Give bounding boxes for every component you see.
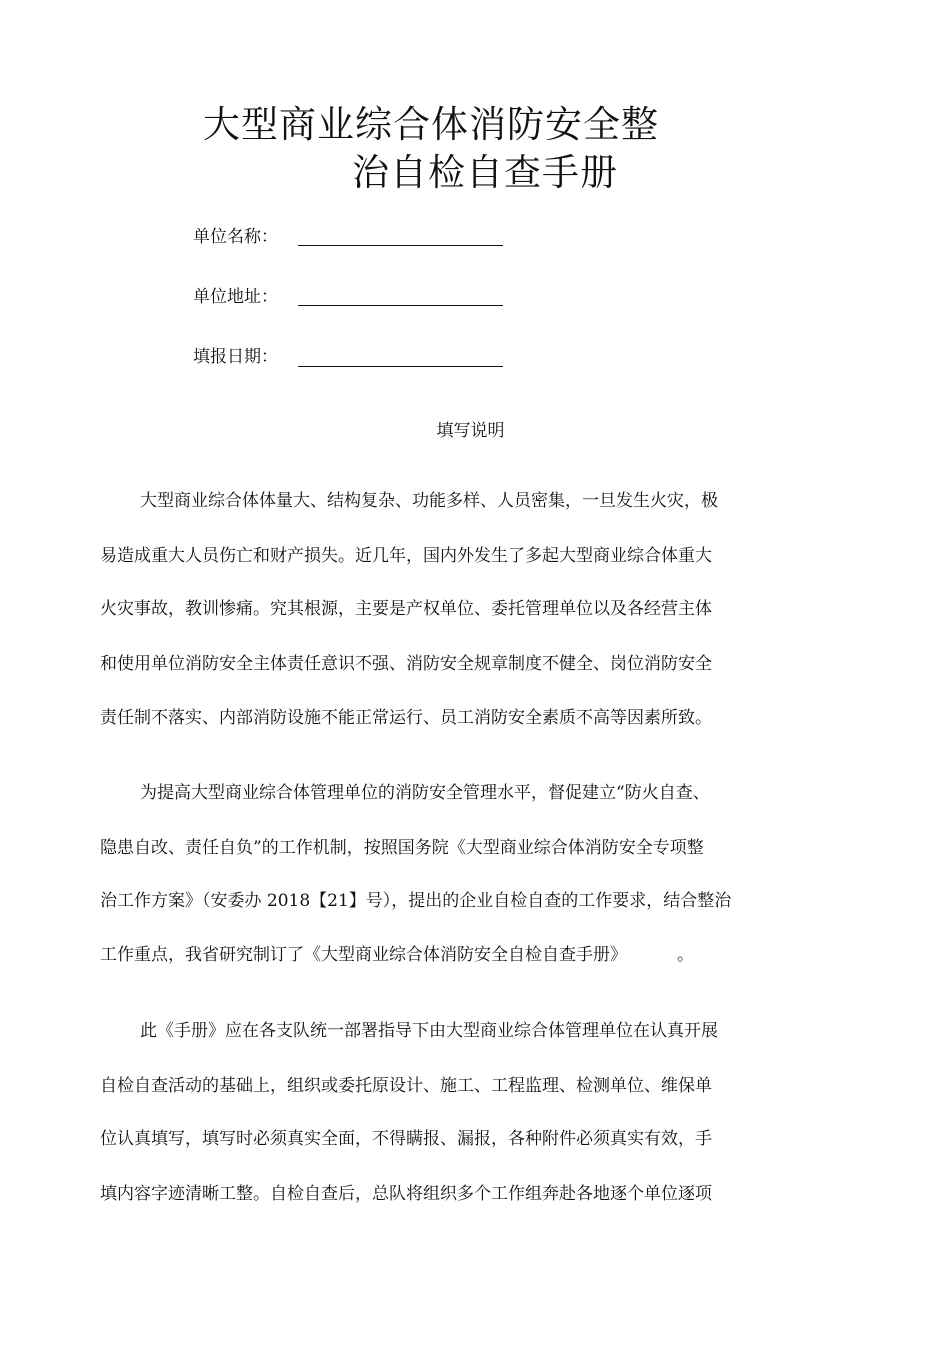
unit-name-label: 单位名称： <box>193 227 278 247</box>
paragraph-1-line-4: 和使用单位消防安全主体责任意识不强、消防安全规章制度不健全、岗位消防安全 <box>100 654 712 674</box>
unit-address-label: 单位地址： <box>193 287 278 307</box>
report-date-blank <box>298 366 503 367</box>
section-title: 填写说明 <box>436 421 505 441</box>
paragraph-1-line-5: 责任制不落实、内部消防设施不能正常运行、员工消防安全素质不高等因素所致。 <box>100 708 712 728</box>
paragraph-2-line-4-text: 工作重点，我省研究制订了《大型商业综合体消防安全自检自查手册》 <box>100 945 627 965</box>
paragraph-1-line-3: 火灾事故，教训惨痛。究其根源，主要是产权单位、委托管理单位以及各经营主体 <box>100 599 712 619</box>
paragraph-1-line-2: 易造成重大人员伤亡和财产损失。近几年，国内外发生了多起大型商业综合体重大 <box>100 546 712 566</box>
document-title-line-2: 治自检自查手册 <box>352 151 618 194</box>
paragraph-3-line-1: 此《手册》应在各支队统一部署指导下由大型商业综合体管理单位在认真开展 <box>140 1021 718 1041</box>
unit-name-blank <box>298 245 503 246</box>
paragraph-2-line-4-period: 。 <box>677 945 694 965</box>
paragraph-3-line-2: 自检自查活动的基础上，组织或委托原设计、施工、工程监理、检测单位、维保单 <box>100 1076 712 1096</box>
report-date-label: 填报日期： <box>193 347 278 367</box>
paragraph-2-line-1: 为提高大型商业综合体管理单位的消防安全管理水平，督促建立“防火自查、 <box>140 783 710 803</box>
paragraph-1-line-1: 大型商业综合体体量大、结构复杂、功能多样、人员密集，一旦发生火灾，极 <box>140 491 718 511</box>
document-title-line-1: 大型商业综合体消防安全整 <box>203 103 659 146</box>
paragraph-2-line-2: 隐患自改、责任自负”的工作机制，按照国务院《大型商业综合体消防安全专项整 <box>100 838 704 858</box>
paragraph-3-line-3: 位认真填写，填写时必须真实全面，不得瞒报、漏报，各种附件必须真实有效，手 <box>100 1129 712 1149</box>
paragraph-2-line-3: 治工作方案》（安委办 2018【21】号），提出的企业自检自查的工作要求，结合整治 <box>100 891 732 911</box>
paragraph-2-line-4 <box>100 943 694 967</box>
paragraph-3-line-4: 填内容字迹清晰工整。自检自查后，总队将组织多个工作组奔赴各地逐个单位逐项 <box>100 1184 712 1204</box>
unit-address-blank <box>298 305 503 306</box>
